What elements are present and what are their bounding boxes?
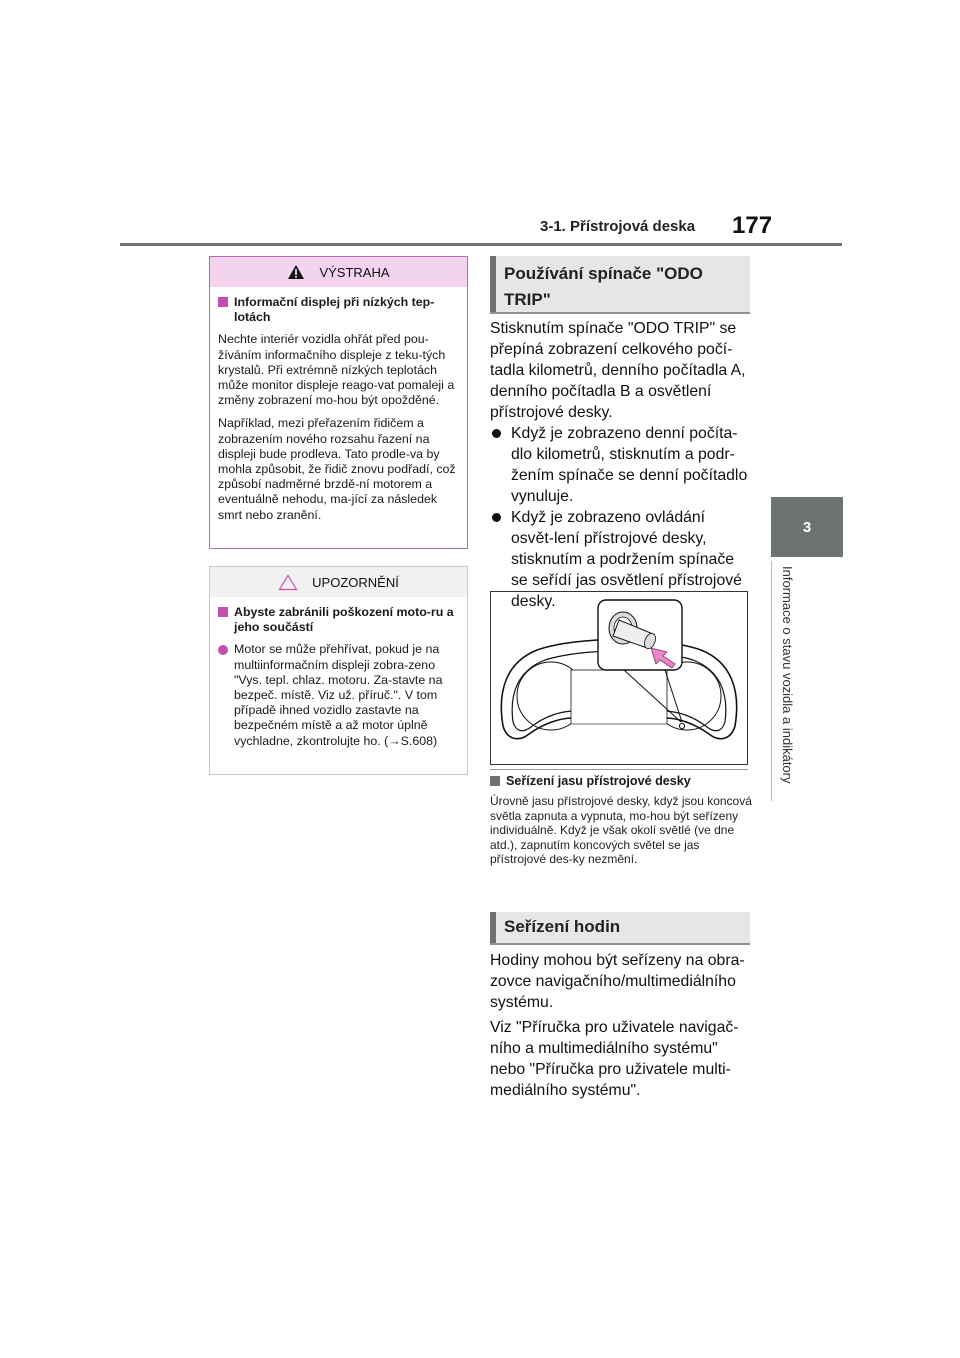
clock-heading: Seřízení hodin <box>490 912 750 944</box>
chapter-title: Informace o stavu vozidla a indikátory <box>780 566 795 784</box>
caution-subheading: Abyste zabránili poškození moto-ru a jeho součástí <box>218 605 459 635</box>
instrument-cluster-illustration <box>490 591 748 765</box>
square-bullet-icon <box>218 297 228 307</box>
page-number: 177 <box>732 212 773 239</box>
caution-title: UPOZORNĚNÍ <box>312 574 399 590</box>
clock-body <box>490 950 752 1101</box>
figure-rule <box>490 769 748 770</box>
square-bullet-icon <box>218 607 228 617</box>
header-rule <box>120 243 842 246</box>
warning-triangle-icon <box>287 264 305 280</box>
cluster-drawing <box>491 592 747 764</box>
odo-heading: Používání spínače "ODO TRIP" <box>490 256 750 312</box>
round-bullet-icon <box>218 645 228 655</box>
clock-paragraph: Viz "Příručka pro uživatele navigač-ního a multimediálního systému" nebo "Příručka pro uživatele multi-mediálního systému". <box>490 1019 739 1099</box>
square-bullet-icon <box>490 776 500 786</box>
warning-paragraph: Nechte interiér vozidla ohřát před pou-žíváním informačního displeje z teku-tých krystalů. Při extrémně nízkých teplotách může monitor displeje reago-vat pomalejі a změny zobrazení mo-hou být opožděné. <box>218 332 455 408</box>
brightness-note: Úrovně jasu přístrojové desky, když jsou koncová světla zapnuta a vypnuta, mo-hou být seřízeny individuálně. Když je však okolí světlé (ve dne atd.), zapnutím koncových světel se jas přístrojové des-ky nezmění. <box>490 794 752 867</box>
section-title: 3-1. Přístrojová deska <box>540 218 696 235</box>
warning-paragraph: Například, mezi přeřazením řidičem a zobrazením nového rozsahu řazení na displeji bude prodleva. Tato prodle-va by mohla způsobit, že řidič znovu podřadí, což způsobí nadměrné brzdě-ní motorem a eventuálně nehodu, ma-jící za následek smrt nebo zranění. <box>218 416 456 522</box>
heading-underline <box>490 943 750 945</box>
warning-title: VÝSTRAHA <box>319 264 390 280</box>
list-item: Když je zobrazeno denní počíta-dlo kilometrů, stisknutím a podr-žením spínače se denní počítadlo vynuluje. <box>490 423 752 507</box>
warning-subheading: Informační displej při nízkých tep-lotách <box>218 295 459 325</box>
odo-body <box>490 318 752 612</box>
bullet-icon <box>492 429 501 438</box>
bullet-icon <box>492 513 501 522</box>
caution-bullet: Motor se může přehřívat, pokud je na multiinformačním displeji zobra-zeno "Vys. tepl. chlaz. motoru. Za-stavte na bezpeč. místě. Viz už. příruč.". V tom případě ihned vozidlo zastavte na bezpečném místě a až motor úplně vychladne, zkontrolujte ho. (→S.608) <box>218 642 459 748</box>
caution-header <box>210 567 467 597</box>
heading-underline <box>490 312 750 314</box>
chapter-tab[interactable] <box>771 497 843 557</box>
caution-box <box>209 566 468 775</box>
list-item: Když je zobrazeno ovládání osvět-lení přístrojové desky, stisknutím a podržením spínače se seřídí jas osvětlení přístrojové desky. <box>490 507 752 612</box>
clock-paragraph: Hodiny mohou být seřízeny na obra-zovce navigačního/multimediálního systému. <box>490 952 745 1011</box>
side-rail <box>771 561 772 801</box>
chapter-number: 3 <box>802 518 812 536</box>
brightness-subheading: Seřízení jasu přístrojové desky <box>490 774 752 788</box>
odo-intro: Stisknutím spínače "ODO TRIP" se přepíná zobrazení celkového počí-tadla kilometrů, denního počítadla A, denního počítadla B a osvětlení přístrojové desky. <box>490 320 746 421</box>
warning-header <box>210 257 467 287</box>
warning-box <box>209 256 468 549</box>
caution-triangle-icon <box>278 574 298 591</box>
